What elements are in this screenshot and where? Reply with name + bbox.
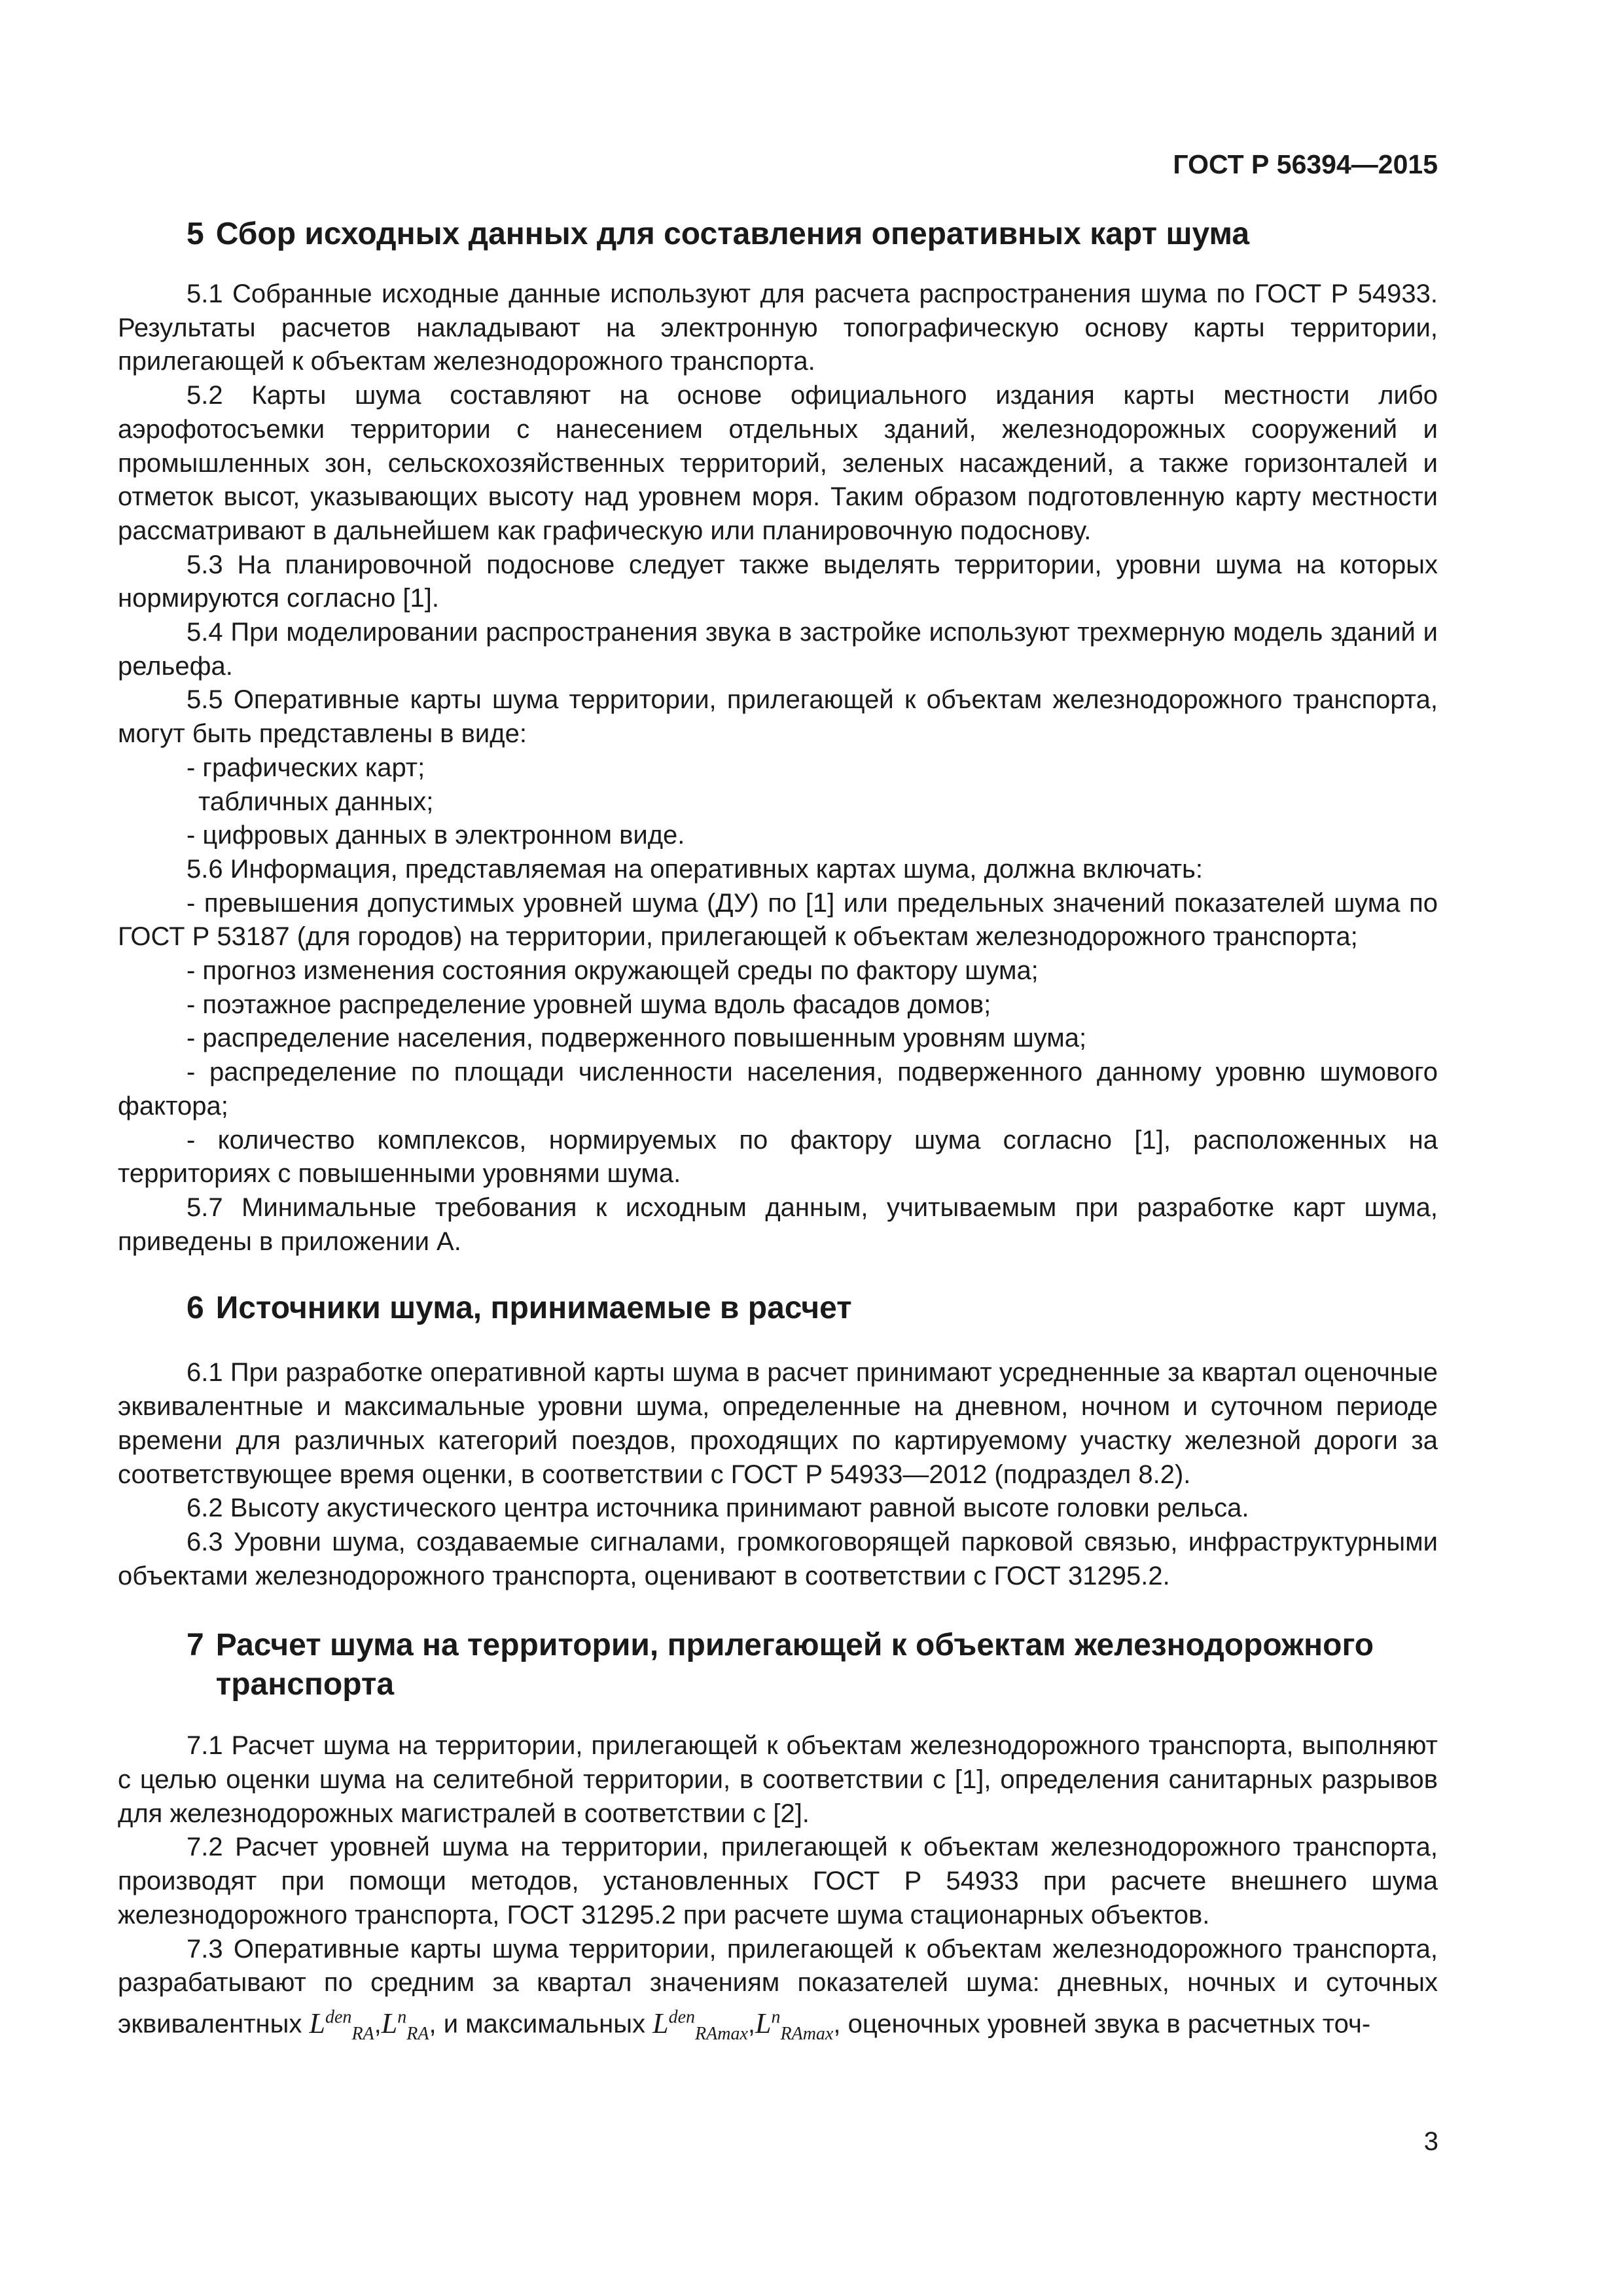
list-item: - цифровых данных в электронном виде.: [187, 821, 685, 850]
list-item: - распределение населения, подверженного повышенным уровням шума;: [187, 1024, 1087, 1053]
document-code: ГОСТ Р 56394—2015: [1173, 149, 1438, 179]
paragraph-5-4: 5.4 При моделировании распространения звука в застройке используют трехмерную модель зданий и рельефа.: [118, 618, 1438, 681]
section-5-heading: [118, 215, 1438, 254]
page-number: 3: [1423, 2127, 1438, 2156]
document-body: [118, 215, 1438, 2051]
paragraph-5-6: 5.6 Информация, представляемая на оперативных картах шума, должна включать:: [187, 854, 1203, 884]
section-number: 7: [187, 1628, 204, 1663]
list-item: - количество комплексов, нормируемых по фактору шума согласно [1], расположенных на территориях с повышенными уровнями шума.: [118, 1125, 1438, 1189]
section-title: Расчет шума на территории, прилегающей к объектам железнодорожного транспорта: [215, 1628, 1374, 1702]
paragraph-5-7: 5.7 Минимальные требования к исходным данным, учитываемым при разработке карт шума, приведены в приложении А.: [118, 1193, 1438, 1256]
section-number: 6: [187, 1291, 204, 1326]
list-item: - распределение по площади численности населения, подверженного данному уровню шумового фактора;: [118, 1058, 1438, 1121]
text-run: 7.3 Оперативные карты шума территории, прилегающей к объектам железнодорожного транспорта, разрабатывают по средним за квартал значениям показателей шума: дневных, ночных и суточных эквивалентных: [118, 1934, 1438, 2039]
paragraph-6-2: 6.2 Высоту акустического центра источника принимают равной высоте головки рельса.: [187, 1494, 1249, 1523]
text-run: , оценочных уровней звука в расчетных точ-: [833, 2009, 1371, 2039]
paragraph-5-5: 5.5 Оперативные карты шума территории, прилегающей к объектам железнодорожного транспорта, могут быть представлены в виде:: [118, 685, 1438, 749]
paragraph-5-1: 5.1 Собранные исходные данные используют для расчета распространения шума по ГОСТ Р 54933. Результаты расчетов накладывают на электронную топографическую основу карты территории, прилегающей к объектам железнодорожного транспорта.: [118, 279, 1438, 376]
paragraph-5-3: 5.3 На планировочной подоснове следует также выделять территории, уровни шума на которых нормируются согласно [1].: [118, 550, 1438, 613]
list-item: - превышения допустимых уровней шума (ДУ) по [1] или предельных значений показателей шума по ГОСТ Р 53187 (для городов) на территории, прилегающей к объектам железнодорожного транспорта;: [118, 888, 1438, 952]
list-item: - поэтажное распределение уровней шума вдоль фасадов домов;: [187, 990, 991, 1019]
text-run: , и максимальных: [429, 2009, 645, 2039]
section-title: Источники шума, принимаемые в расчет: [215, 1291, 852, 1326]
section-7-heading: [118, 1626, 1438, 1704]
formula-l-ra-n: $L^n_{RA}$: [381, 2006, 429, 2044]
paragraph-7-2: 7.2 Расчет уровней шума на территории, прилегающей к объектам железнодорожного транспорта, производят при помощи методов, установленных ГОСТ Р 54933 при расчете внешнего шума железнодорожного транспорта, ГОСТ 31295.2 при расчете шума стационарных объектов.: [118, 1833, 1438, 1929]
section-6-heading: [118, 1289, 1438, 1328]
paragraph-5-2: 5.2 Карты шума составляют на основе официального издания карты местности либо аэрофотосъемки территории с нанесением отдельных зданий, железнодорожных сооружений и промышленных зон, сельскохозяйственных территорий, зеленых насаждений, а также горизонталей и отметок высот, указывающих высоту над уровнем моря. Таким образом подготовленную карту местности рассматривают в дальнейшем как графическую или планировочную подоснову.: [118, 381, 1438, 545]
paragraph-7-1: 7.1 Расчет шума на территории, прилегающей к объектам железнодорожного транспорта, выполняют с целью оценки шума на селитебной территории, в соответствии с [1], определения санитарных разрывов для железнодорожных магистралей в соответствии с [2].: [118, 1731, 1438, 1828]
paragraph-7-3: 7.3 Оперативные карты шума территории, прилегающей к объектам железнодорожного транспорта, разрабатывают по средним за квартал значениям показателей шума: дневных, ночных и суточных эквивалентных $L^{den}_{RA},L^n_{RA}$, и максимальных $L^{den}_{RAmax},L^n_{RAmax}$, оценочных уровней звука в расчетных точ-: [118, 1934, 1438, 2044]
list-item: - графических карт;: [187, 753, 425, 782]
list-item: табличных данных;: [198, 787, 434, 816]
formula-l-ramax-den: $L^{den}_{RAmax}$: [652, 2006, 748, 2044]
paragraph-6-1: 6.1 При разработке оперативной карты шума в расчет принимают усредненные за квартал оценочные эквивалентные и максимальные уровни шума, определенные на дневном, ночном и суточном периоде времени для различных категорий поездов, проходящих по картируемому участку железной дороги за соответствующее время оценки, в соответствии с ГОСТ Р 54933—2012 (подраздел 8.2).: [118, 1358, 1438, 1489]
formula-l-ramax-n: $L^n_{RAmax}$: [755, 2006, 834, 2044]
formula-l-ra-den: $L^{den}_{RA}$: [309, 2006, 374, 2044]
paragraph-6-3: 6.3 Уровни шума, создаваемые сигналами, громкоговорящей парковой связью, инфраструктурными объектами железнодорожного транспорта, оценивают в соответствии с ГОСТ 31295.2.: [118, 1527, 1438, 1590]
section-number: 5: [187, 217, 204, 251]
list-item: - прогноз изменения состояния окружающей среды по фактору шума;: [187, 956, 1039, 986]
section-title: Сбор исходных данных для составления оперативных карт шума: [215, 217, 1250, 251]
